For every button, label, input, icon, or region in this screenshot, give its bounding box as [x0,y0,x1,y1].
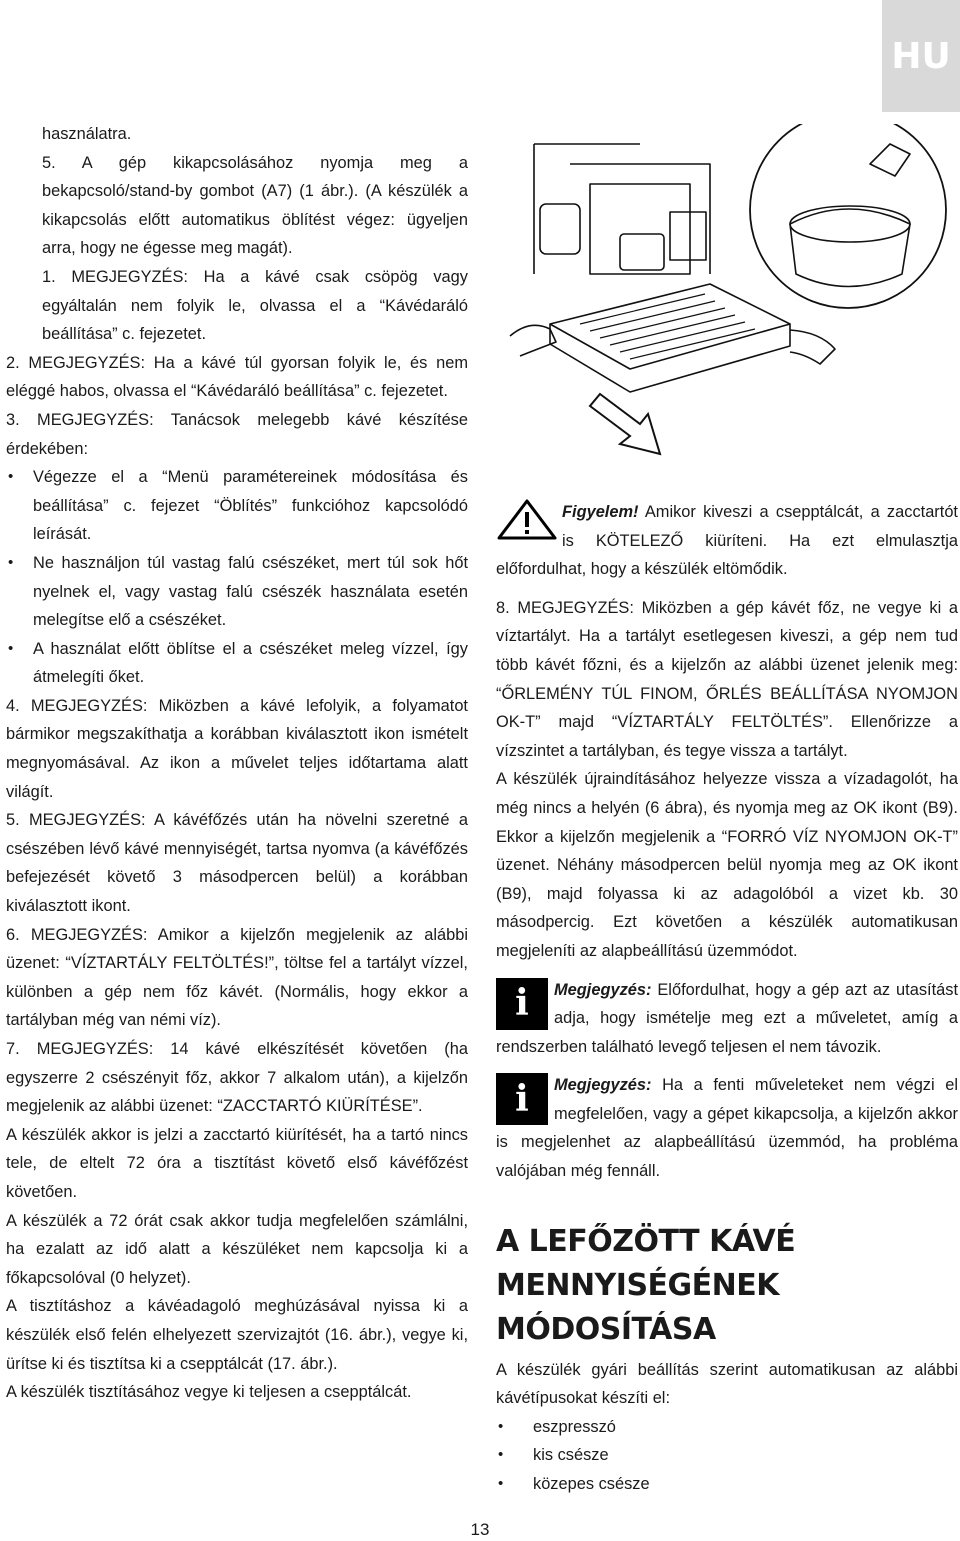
paragraph: 2. MEGJEGYZÉS: Ha a kávé túl gyorsan folyik le, és nem eléggé habos, olvassa el “Kávédaráló beállítása” c. fejezetet. [6,353,468,401]
info-icon: i [496,1073,548,1125]
paragraph: A készülék tisztításához vegye ki teljesen a csepptálcát. [6,1383,412,1402]
paragraph: 5. A gép kikapcsolásához nyomja meg a bekapcsoló/stand-by gombot (A7) (1 ábr.). (A készülék a kikapcsolás előtt automatikus öblítést végez: ügyeljen arra, hogy ne égesse meg magát). [42,153,468,258]
list-item: • kis csésze [498,1446,609,1465]
page-number: 13 [470,1520,490,1539]
paragraph: 8. MEGJEGYZÉS: Miközben a gép kávét főz, ne vegye ki a víztartályt. Ha a tartályt esetlegesen kiveszi, a gép nem tud több kávét főzni, és a kijelzőn az alábbi üzenet jelenik meg: “ŐRLEMÉNY TÚL FINOM, ŐRLÉS BEÁLLÍTÁSA NYOMJON OK-T” majd “VÍZTARTÁLY FELTÖLTÉS”. Ellenőrizze a vízszintet a tartályban, és tegye vissza a tartályt. [496,598,958,760]
list-item: • közepes csésze [498,1475,650,1494]
drip-tray-illustration [490,124,960,484]
note-label: Megjegyzés: [554,980,652,999]
warning-triangle-icon [496,498,558,540]
note-text: Megjegyzés: Ha a fenti műveleteket nem végzi el megfelelően, vagy a gépet kikapcsolja, a kijelzőn akkor is megjelenhet az alapbeállítású üzemmód, ha probléma valójában még fennáll. [496,1076,958,1181]
paragraph: A készülék újraindításához helyezze vissza a vízadagolót, ha még nincs a helyén (6 ábra), és nyomja meg az OK ikont (B9). Ekkor a kijelzőn megjelenik a “FORRÓ VÍZ NYOMJON OK-T” üzenet. Néhány másodpercen belül nyomja meg az OK ikont (B9), majd folyassa ki az adagolóból a vizet kb. 30 másodpercig. Ezt követően a készülék automatikusan megjeleníti az alapbeállítású üzemmódot. [496,770,958,960]
paragraph: A készülék akkor is jelzi a zacctartó kiürítését, ha a tartó nincs tele, de eltelt 72 óra a tisztítást követő első kávéfőzést követően. [6,1125,468,1201]
paragraph: 5. MEGJEGYZÉS: A kávéfőzés után ha növelni szeretné a csészében lévő kávé mennyiségét, tartsa nyomva (a kávéfőzés befejezését követő 3 másodpercen belül) a korábban kiválasztott ikont. [6,811,468,916]
paragraph: A készülék a 72 órát csak akkor tudja megfelelően számlálni, ha ezalatt az idő alatt a készüléket nem kapcsolja ki a főkapcsolóval (0 helyzet). [6,1211,468,1287]
note-box [496,1071,958,1185]
left-column [6,120,468,1407]
warning-label: Figyelem! [562,503,639,521]
right-column [496,498,958,1499]
list-item: • Végezze el a “Menü paramétereinek módosítása és beállítása” c. fejezet “Öblítés” funkcióhoz kapcsolódó leírását. [8,468,468,544]
list-item: • A használat előtt öblítse el a csészéket meleg vízzel, így átmelegíti őket. [8,639,468,687]
paragraph: A tisztításhoz a kávéadagoló meghúzásával nyissa ki a készülék első felén elhelyezett szervizajtót (16. ábr.), vegye ki, ürítse ki és tisztítsa ki a csepptálcát (17. ábr.). [6,1297,468,1373]
paragraph: 6. MEGJEGYZÉS: Amikor a kijelzőn megjelenik az alábbi üzenet: “VÍZTARTÁLY FELTÖLTÉS!”, töltse fel a tartályt vízzel, különben a gép nem főz kávét. (Normális, hogy ekkor a tartályban még van némi víz). [6,925,468,1030]
paragraph: 7. MEGJEGYZÉS: 14 kávé elkészítését követően (ha egyszerre 2 csészényit főz, akkor 7 alkalom után), a kijelzőn megjelenik az alábbi üzenet: “ZACCTARTÓ KIÜRÍTÉSE”. [6,1040,468,1116]
language-tab: HU [882,0,960,112]
section-heading: A LEFŐZÖTT KÁVÉ MENNYISÉGÉNEK MÓDOSÍTÁSA [496,1223,796,1347]
paragraph: A készülék gyári beállítás szerint automatikusan az alábbi kávétípusokat készíti el: [496,1360,958,1408]
paragraph: 4. MEGJEGYZÉS: Miközben a kávé lefolyik, a folyamatot bármikor megszakíthatja a korábban kiválasztott ikon ismételt megnyomásával. Az ikon a művelet teljes időtartama alatt világít. [6,696,468,801]
list-item: • Ne használjon túl vastag falú csészéket, mert túl sok hőt nyelnek el, vagy vastag falú csészék használata esetén melegítse elő a csészéket. [8,553,468,630]
list-item: • eszpresszó [498,1417,616,1436]
info-icon: i [496,978,548,1030]
note-text: Megjegyzés: Előfordulhat, hogy a gép azt az utasítást adja, hogy ismételje meg ezt a műveletet, amíg a rendszerben található levegő teljesen el nem távozik. [496,980,958,1056]
warning-box [496,498,958,584]
paragraph: 3. MEGJEGYZÉS: Tanácsok melegebb kávé készítése érdekében: [6,410,468,458]
warning-text: Figyelem! Amikor kiveszi a csepptálcát, a zacctartót is KÖTELEZŐ kiüríteni. Ha ezt elmulasztja előfordulhat, hogy a készülék eltömődik. [496,503,958,579]
paragraph: 1. MEGJEGYZÉS: Ha a kávé csak csöpög vagy egyáltalán nem folyik le, olvassa el a “Kávédaráló beállítása” c. fejezetet. [42,267,468,344]
note-box [496,976,958,1062]
paragraph: használatra. [42,125,132,143]
note-label: Megjegyzés: [554,1076,652,1095]
